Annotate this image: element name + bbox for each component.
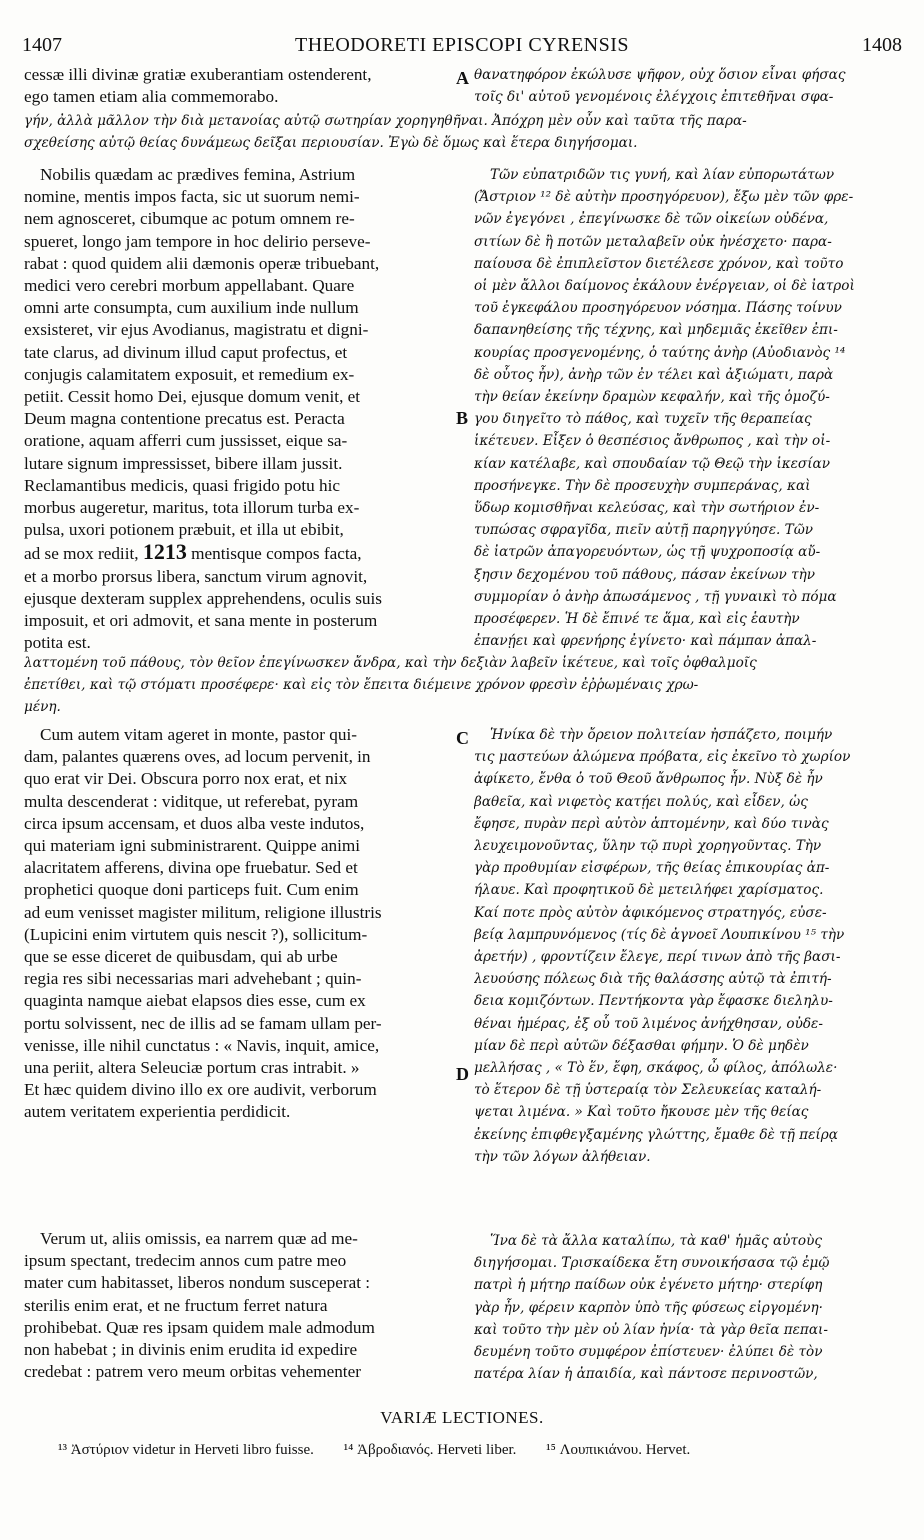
greek-paragraph-2 [474, 724, 906, 1168]
text-line: tate clarus, ad divinum illud caput profectus, et [24, 342, 348, 362]
text-line: imposuit, et ori admovit, et sana mente in posterum [24, 611, 378, 631]
text-line: δαπανηθείσης τῆς τέχνης, καὶ μηδεμιᾶς ἐκεῖθεν ἐπι- [474, 322, 838, 339]
text-line: Ἵνα δὲ τὰ ἄλλα καταλίπω, τὰ καθ' ἡμᾶς αὐτοὺς [490, 1233, 822, 1249]
text-line: λευούσης πόλεως διὰ τῆς θαλάσσης αὐτῷ τὰ ἐπιτή- [474, 971, 832, 988]
text-line: Verum ut, aliis omissis, ea narrem quæ ad me- [40, 1229, 358, 1248]
text-line: θανατηφόρον ἐκώλυσε ψῆφον, οὐχ ὅσιον εἶναι φήσας [474, 67, 846, 83]
text-line: dam, palantes quærens oves, ad locum pervenit, in [24, 747, 371, 767]
text-line: sterilis enim erat, et ne fructum ferret natura [24, 1295, 328, 1315]
text-line: νῶν ἐγεγόνει , ἐπεγίνωσκε δὲ τῶν οἰκείων οὐδένα, [474, 211, 829, 228]
text-line: exsisteret, vir ejus Avodianus, magistratu et digni- [24, 320, 369, 340]
text-line: σιτίων δὲ ἢ ποτῶν μεταλαβεῖν οὐκ ἠνέσχετο· παρα- [474, 233, 832, 250]
text-line: πατρὶ ἡ μήτηρ παίδων οὐκ ἐγένετο μήτηρ· στερίφη [474, 1277, 823, 1294]
text-fragment: ad se mox rediit, [24, 544, 139, 564]
variae-lectiones-heading: VARIÆ LECTIONES. [380, 1408, 544, 1427]
text-line: (Ἄστριον ¹² δὲ αὐτὴν προσηγόρευον), ἔξω μὲν τῶν φρε- [474, 189, 854, 206]
text-line: ἀφίκετο, ἔνθα ὁ τοῦ Θεοῦ ἄνθρωπος ἦν. Νὺξ δὲ ἦν [474, 771, 823, 788]
text-line: πατέρα λίαν ἡ ἀπαιδία, καὶ πάντοσε περινοστῶν, [474, 1366, 818, 1383]
text-line-with-column-number [24, 541, 456, 565]
latin-paragraph-1 [24, 164, 456, 654]
text-line: Ἡνίκα δὲ τὴν ὄρειον πολιτείαν ἠσπάζετο, ποιμήν [490, 727, 833, 743]
text-line: prohibebat. Quæ res ipsam quidem male admodum [24, 1317, 375, 1337]
latin-top [24, 64, 454, 108]
greek-paragraph-1 [474, 164, 906, 652]
text-line: μένη. [24, 699, 61, 716]
footnote: ¹⁴ Ἀβροδιανός. Herveti liber. [343, 1442, 517, 1458]
page-number-left: 1407 [22, 34, 62, 56]
text-line: τὴν θείαν ἐκείνην δραμὼν κεφαλήν, καὶ τῆς ὁμοζύ- [474, 389, 830, 406]
text-line: nem agnosceret, cibumque ac potum omnem re- [24, 209, 355, 229]
text-line: ego tamen etiam alia commemorabo. [24, 87, 279, 107]
text-line: δὲ ἰατρῶν ἀπαγορευόντων, ὡς τῇ ψυχροποσίᾳ αὔ- [474, 544, 821, 561]
text-line: Nobilis quædam ac prædives femina, Astrium [40, 165, 356, 184]
text-line: Et hæc quidem divino illo ex ore audivit, verborum [24, 1080, 377, 1100]
text-line: δὲ οὗτος ἦν), ἀνὴρ τῶν ἐν τέλει καὶ ἀξιώματι, παρὰ [474, 366, 834, 383]
text-line: quo erat vir Dei. Obscura porro nox erat, et nix [24, 769, 348, 789]
text-line: pulsa, uxori potionem præbuit, et illa ut ebibit, [24, 520, 344, 540]
text-line: γὰρ ἦν, φέρειν καρπὸν ὑπὸ τῆς φύσεως εἰργομένη· [474, 1299, 823, 1316]
text-line: una periit, altera Seleuciæ portum cras intrabit. » [24, 1058, 360, 1078]
text-line: τὸ ἕτερον δὲ τῇ ὑστεραίᾳ τὸν Σελευκείας καταλή- [474, 1082, 822, 1099]
text-line: Deum magna contentione precatus est. Peracta [24, 409, 345, 429]
greek-full-width-1 [24, 110, 904, 154]
text-line: potita est. [24, 633, 91, 653]
text-fragment: mentisque compos facta, [191, 544, 362, 564]
text-line: τοῖς δι' αὐτοῦ γενομένοις ἐλέγχοις ἐπιτεθῆναι σφα- [474, 89, 834, 106]
text-line: ἱκέτευεν. Εἶξεν ὁ θεσπέσιος ἄνθρωπος , καὶ τὴν οἰ- [474, 433, 831, 450]
text-line: καὶ τοῦτο τὴν μὲν οὐ λίαν ἠνία· τὰ γὰρ θεῖα πεπαι- [474, 1321, 828, 1338]
margin-marker-d: D [456, 1064, 469, 1084]
text-line: autem veritatem experientia perdidicit. [24, 1102, 291, 1122]
text-line: συμμορίαν ὁ ἀνὴρ ἀπωσάμενος , τῇ γυναικὶ τὸ πόμα [474, 588, 837, 605]
text-line: nomine, mentis impos facta, sic ut suorum nemi- [24, 187, 360, 207]
text-line: τὴν τῶν λόγων ἀλήθειαν. [474, 1148, 651, 1165]
text-line: ὕδωρ κομισθῆναι κελεύσας, καὶ τὴν σωτήριον ἐν- [474, 500, 820, 517]
page-number-right: 1408 [862, 34, 902, 56]
text-line: ἐκείνης ἐπιφθεγξαμένης γλώττης, ἔμαθε δὲ τῇ πείρᾳ [474, 1126, 838, 1143]
text-line: mater cum habitasset, liberos nondum susceperat : [24, 1273, 371, 1293]
text-line: ψεται λιμένα. » Καὶ τοῦτο ἤκουσε μὲν τῆς θείας [474, 1104, 809, 1121]
text-line: regia res sibi necessarias mari advehebant ; quin- [24, 969, 362, 989]
text-line: ejusque dexteram supplex apprehendens, oculis suis [24, 588, 382, 608]
text-line: et a morbo prorsus libera, sanctum virum agnovit, [24, 566, 368, 586]
text-line: γου διηγεῖτο τὸ πάθος, καὶ τυχεῖν τῆς θεραπείας [474, 411, 812, 428]
text-line: ἔφησε, πυρὰν περὶ αὐτὸν ἁπτομένην, καὶ δύο τινὰς [474, 815, 829, 832]
text-line: que se esse diceret de quibusdam, qui ab urbe [24, 947, 338, 967]
text-line: δεια κομιζόντων. Πεντήκοντα γὰρ ἔφασκε διεληλυ- [474, 993, 833, 1010]
text-line: σχεθείσης αὐτῷ θείας δυνάμεως δεῖξαι περιουσίαν. Ἐγὼ δὲ ὅμως καὶ ἕτερα διηγήσομαι. [24, 135, 638, 152]
greek-paragraph-3 [474, 1230, 906, 1385]
text-line: credebat : patrem vero meum orbitas vehementer [24, 1362, 361, 1382]
text-line: θέναι ἡμέρας, ἐξ οὗ τοῦ λιμένος ἀνήχθησαν, οὐδε- [474, 1015, 823, 1032]
text-line: Cum autem vitam ageret in monte, pastor qui- [40, 725, 357, 744]
text-line: venisse, ille nihil cunctatus : « Navis, inquit, amice, [24, 1035, 380, 1055]
footnote: ¹³ Ἀστύριον videtur in Herveti libro fuisse. [58, 1442, 314, 1458]
text-line: μελλήσας , « Τὸ ἕν, ἔφη, σκάφος, ὦ φίλος, ἀπόλωλε· [474, 1060, 838, 1077]
text-line: ipsum spectant, tredecim annos cum patre meo [24, 1251, 347, 1271]
text-line: γὰρ προθυμίαν εἰσφέρων, τῆς θείας ἐπικουρίας ἀπ- [474, 860, 830, 877]
text-line: ἐπετίθει, καὶ τῷ στόματι προσέφερε· καὶ εἰς τὸν ἔπειτα διέμεινε χρόνον φρεσὶν ἐῤῥωμέναις χρω- [24, 677, 699, 694]
text-line: multa descenderat : viditque, ut referebat, pyram [24, 791, 359, 811]
text-line: τοῦ ἐγκεφάλου προσηγόρευον νόσημα. Πάσης τοίνυν [474, 300, 842, 317]
text-line: διηγήσομαι. Τρισκαίδεκα ἔτη συνοικήσασα τῷ ἐμῷ [474, 1255, 830, 1272]
text-line: spueret, longo jam tempore in hoc delirio perseve- [24, 231, 371, 251]
text-line: ἀρετήν) , φροντίζειν ἔλεγε, περί τινων ἀπὸ τῆς βασι- [474, 949, 841, 966]
text-line: medici vero cerebri morbum appellabant. Quare [24, 276, 355, 296]
text-line: προσέφερεν. Ἡ δὲ ἔπινέ τε ἅμα, καὶ εἰς ἑαυτὴν [474, 611, 800, 628]
text-line: οἱ μὲν ἄλλοι δαίμονος ἐκάλουν ἐνέργειαν, οἱ δὲ ἰατροὶ [474, 278, 855, 295]
text-line: ήλαυε. Καὶ προφητικοῦ δὲ μετειλήφει χαρίσματος. [474, 882, 824, 899]
footnote: ¹⁵ Λουπικιάνου. Hervet. [546, 1442, 691, 1458]
text-line: ἐπανῄει καὶ φρενήρης ἐγίνετο· καὶ πάμπαν ἀπαλ- [474, 633, 817, 650]
text-line: petiit. Cessit homo Dei, ejusque domum venit, et [24, 387, 361, 407]
greek-full-width-2 [24, 652, 904, 719]
text-line: Τῶν εὐπατριδῶν τις γυνή, καὶ λίαν εὐπορωτάτων [490, 167, 835, 183]
footnotes [58, 1442, 908, 1459]
latin-paragraph-3 [24, 1228, 456, 1383]
text-line: non habebat ; in divinis enim erudita id expedire [24, 1340, 358, 1360]
text-line: τις μαστεύων ἀλώμενα πρόβατα, εἰς ἐκεῖνο τὸ χωρίον [474, 749, 851, 766]
text-line: portu solvissent, nec de illis ad se famam ullam per- [24, 1013, 382, 1033]
text-line: ξησιν δεχομένου τοῦ πάθους, πάσαν ἐκείνων τὴν [474, 566, 816, 583]
text-line: Καί ποτε πρὸς αὐτὸν ἀφικόμενος στρατηγός, εὐσε- [474, 904, 827, 921]
text-line: quaginta namque aiebat elapsos dies esse, cum ex [24, 991, 366, 1011]
greek-top [474, 64, 904, 108]
text-line: conjugis calamitatem exposuit, et remedium ex- [24, 364, 355, 384]
text-line: rabat : quod quidem alii dæmonis operæ tribuebant, [24, 253, 380, 273]
text-line: βαθεῖα, καὶ νιφετὸς κατῄει πολύς, καὶ εἶδεν, ὡς [474, 793, 808, 810]
text-line: βείᾳ λαμπρυνόμενος (τίς δὲ ἀγνοεῖ Λουπικίνου ¹⁵ τὴν [474, 926, 845, 943]
running-header [22, 34, 902, 58]
text-line: omni arte consumpta, cum auxilium inde nullum [24, 298, 359, 318]
text-line: προσήνεγκε. Τὴν δὲ προσευχὴν συμπεράνας, καὶ [474, 477, 811, 494]
text-line: λαττομένη τοῦ πάθους, τὸν θεῖον ἐπεγίνωσκεν ἄνδρα, καὶ τὴν δεξιὰν λαβεῖν ἱκέτευε, καὶ τοῖς ὀφθαλμοῖς [24, 655, 757, 671]
text-line: prophetici quoque doni particeps fuit. Cum enim [24, 880, 359, 900]
text-line: morbus augeretur, maritus, tota illorum turba ex- [24, 498, 360, 518]
text-line: qui materiam igni subministrarent. Quippe animi [24, 836, 361, 856]
text-line: Reclamantibus medicis, quasi frigido potu hic [24, 475, 340, 495]
text-line: alacritatem afferens, divina ope fruebatur. Sed et [24, 858, 358, 878]
latin-paragraph-2 [24, 724, 456, 1124]
text-line: μίαν δὲ περὶ αὐτῶν δέξασθαι φήμην. Ὁ δὲ μηδὲν [474, 1037, 809, 1054]
text-line: τυπώσας σφραγῖδα, πιεῖν αὐτῇ παρηγγύησε. Τῶν [474, 522, 814, 539]
text-line: (Lupicini enim virtutem quis nescit ?), sollicitum- [24, 924, 368, 944]
text-line: ad eum venisset magister militum, religione illustris [24, 902, 382, 922]
text-line: κίαν κατέλαβε, καὶ σπουδαίαν τῷ Θεῷ τὴν ἱκεσίαν [474, 455, 830, 472]
text-line: δευμένη τοῦτο συμφέρον ἐπίστευεν· ἐλύπει δὲ τὸν [474, 1344, 823, 1361]
text-line: lutare signum impressisset, bibere illam jussit. [24, 453, 343, 473]
margin-marker-a: A [456, 68, 469, 88]
text-line: oratione, aquam afferri cum jussisset, eique sa- [24, 431, 348, 451]
column-number: 1213 [142, 541, 187, 565]
text-line: κουρίας προσγενομένης, ὁ ταύτης ἀνὴρ (Αὐοδιανὸς ¹⁴ [474, 344, 846, 361]
text-line: circa ipsum accensam, et duos alba veste indutos, [24, 813, 365, 833]
running-title: THEODORETI EPISCOPI CYRENSIS [294, 34, 630, 56]
text-line: λευχειμονοῦντας, ὕλην τῷ πυρὶ χορηγοῦντας. Τὴν [474, 838, 822, 855]
margin-marker-c: C [456, 728, 469, 748]
text-line: cessæ illi divinæ gratiæ exuberantiam ostenderent, [24, 65, 372, 84]
text-line: γήν, ἀλλὰ μᾶλλον τὴν διὰ μετανοίας αὐτῷ σωτηρίαν χορηγηθῆναι. Ἀπόχρη μὲν οὖν καὶ ταῦτα τῆς παρα- [24, 113, 747, 129]
margin-marker-b: B [456, 408, 469, 428]
text-line: παίουσα δὲ ἐπιπλεῖστον διετέλεσε χρόνον, καὶ τοῦτο [474, 255, 844, 272]
